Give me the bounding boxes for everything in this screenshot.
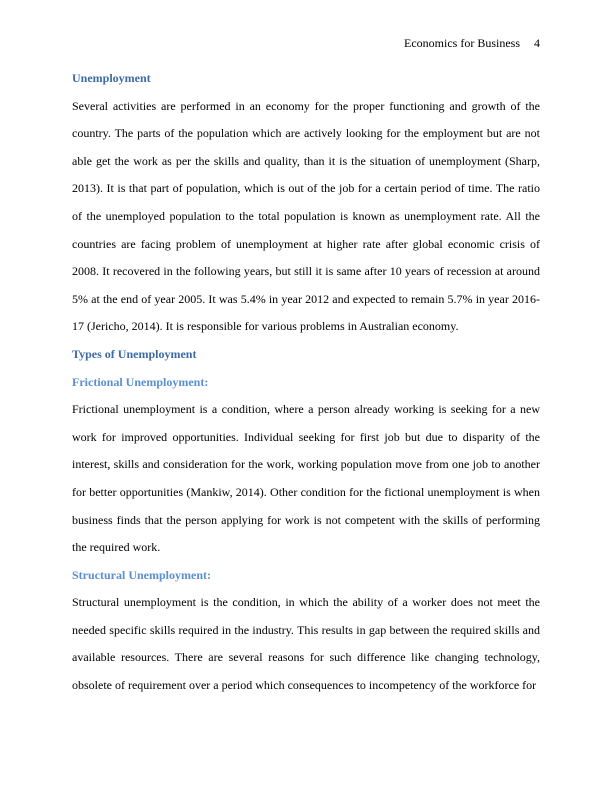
paragraph-frictional-unemployment: Frictional unemployment is a condition, where a person already working is seeking for a new work for improved opportunities. Individual seeking for first job but due to disparity of the interest, skills and consideration for the work, working population move from one job to another for better opportunities (Mankiw, 2014). Other condition for the fictional unemployment is when business finds that the person applying for work is not competent with the skills of performing the required work. [72, 402, 540, 555]
document-body [72, 65, 540, 700]
heading-unemployment: Unemployment [72, 71, 151, 85]
heading-frictional-unemployment: Frictional Unemployment: [72, 374, 209, 389]
page-number: 4 [534, 36, 540, 50]
heading-types-of-unemployment: Types of Unemployment [72, 346, 197, 361]
paragraph-structural-unemployment: Structural unemployment is the condition, in which the ability of a worker does not meet the needed specific skills required in the industry. This results in gap between the required skills and available resources. There are several reasons for such difference like changing technology, obsolete of requirement over a period which consequences to incompetency of the workforce for [72, 595, 540, 693]
paragraph-unemployment: Several activities are performed in an economy for the proper functioning and growth of the country. The parts of the population which are actively looking for the employment but are not able get the work as per the skills and quality, than it is the situation of unemployment (Sharp, 2013). It is that part of population, which is out of the job for a certain period of time. The ratio of the unemployed population to the total population is known as unemployment rate. All the countries are facing problem of unemployment at higher rate after global economic crisis of 2008. It recovered in the following years, but still it is same after 10 years of recession at around 5% at the end of year 2005. It was 5.4% in year 2012 and expected to remain 5.7% in year 2016-17 (Jericho, 2014). It is responsible for various problems in Australian economy. [72, 98, 540, 334]
running-title: Economics for Business [404, 36, 520, 50]
heading-structural-unemployment: Structural Unemployment: [72, 567, 211, 582]
running-head [404, 36, 540, 50]
